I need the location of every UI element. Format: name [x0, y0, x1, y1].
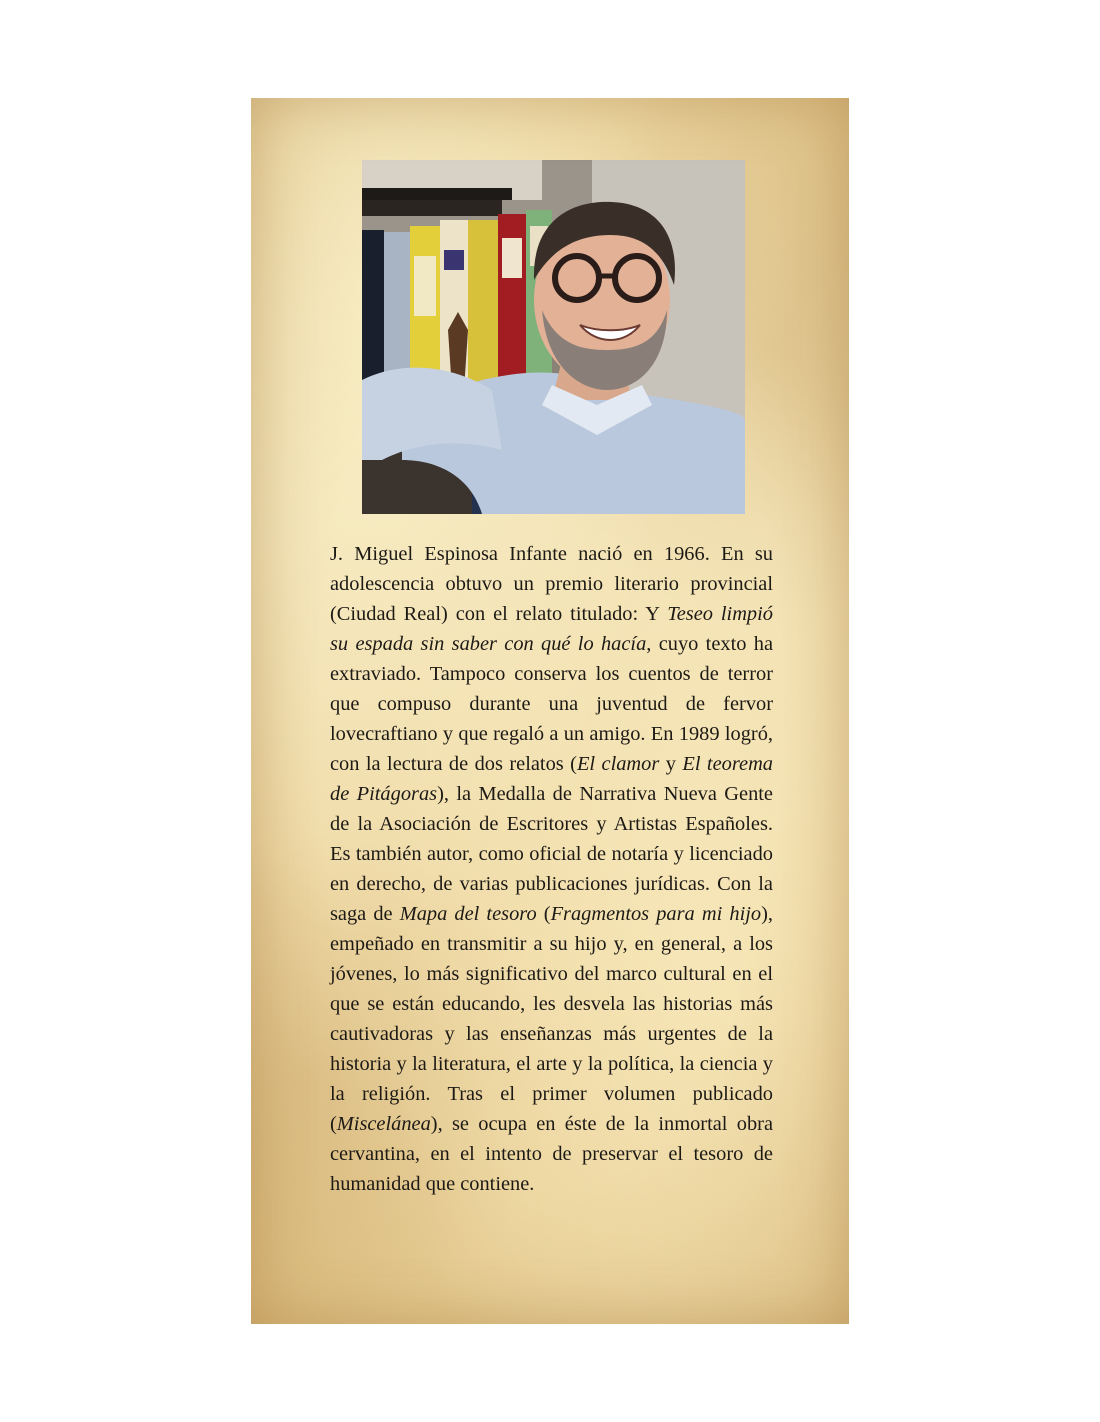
- book-title: Mapa del tesoro: [399, 903, 537, 925]
- book-subtitle: Fragmentos para mi hijo: [550, 903, 762, 925]
- author-portrait-illustration: [362, 160, 745, 514]
- bio-text: (: [536, 903, 551, 925]
- story-title: El clamor: [576, 753, 660, 775]
- bio-text: ), se ocupa en éste de la inmortal obra cervantina, en el intento de preservar el tesoro de humanidad que contiene.: [330, 1113, 773, 1195]
- story-title: El teorema de Pitágoras: [330, 753, 773, 805]
- bio-text: ), empeñado en transmitir a su hijo y, en general, a los jóvenes, lo más significativo del marco cultural en el que se están educando, les desvela las historias más cautivadoras y las enseñanzas más urgentes de la historia y la literatura, el arte y la política, la ciencia y la religión. Tras el primer volumen publicado (: [330, 903, 773, 1135]
- author-biography: [330, 539, 773, 1199]
- bio-text: ), la Medalla de Narrativa Nueva Gente de la Asociación de Escritores y Artistas Españoles. Es también autor, como oficial de notaría y licenciado en derecho, de varias publicaciones jurídicas. Con la saga de: [330, 783, 773, 925]
- bio-text: y: [659, 753, 683, 775]
- book-flap: [251, 98, 849, 1324]
- author-photo: [362, 160, 745, 514]
- bio-text: J. Miguel Espinosa Infante nació en 1966. En su adolescencia obtuvo un premio literario provincial (Ciudad Real) con el relato titulado: Y: [330, 543, 773, 625]
- story-title: Teseo limpió su espada sin saber con qué lo hacía: [330, 603, 773, 655]
- book-title: Miscelánea: [336, 1113, 431, 1135]
- bio-text: , cuyo texto ha extraviado. Tampoco conserva los cuentos de terror que compuso durante una juventud de fervor lovecraftiano y que regaló a un amigo. En 1989 logró, con la lectura de dos relatos (: [330, 633, 774, 775]
